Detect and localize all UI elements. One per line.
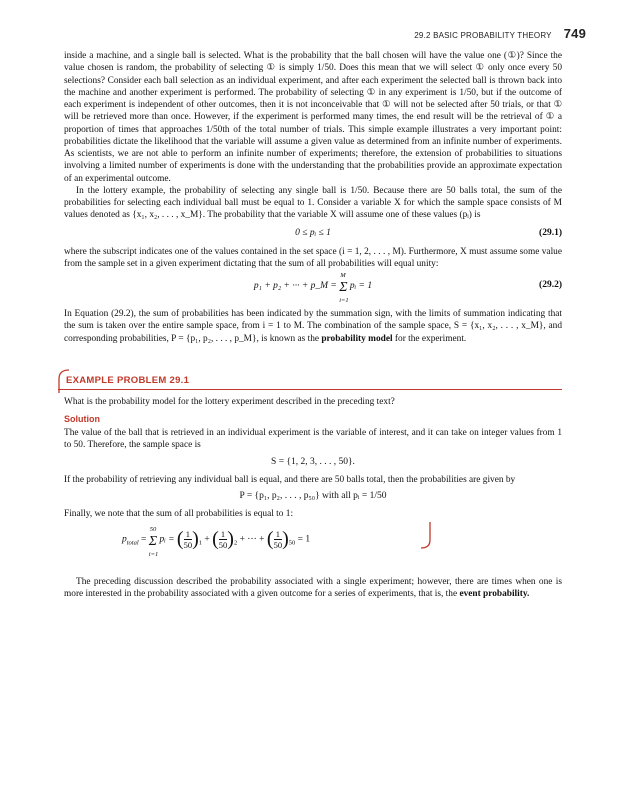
paragraph-2: In the lottery example, the probability of selecting any single ball is 1/50. Because there are 50 balls total, the sum of the probabilities for selecting each individual ball must be equal to 1. Consider a variable X for which the sample space consists of M values denoted as {x₁, x₂, . . . , x_M}. The probability that the variable X will assume one of these values (pᵢ) is — [64, 185, 562, 221]
plus-1: + — [204, 534, 210, 545]
paragraph-4-text-a: In Equation (29.2), the sum of probabilities has been indicated by the summation sign, with the limits of summation indicating that the sum is taken over the entire sample space, from i = 1 to M. The combination of the sample space, S = {x₁, x₂, . . . , x_M}, and corresponding probabilities, P = {p₁, p₂, . . . , p_M}, is known as the — [64, 309, 562, 344]
equation-29-1-expr: 0 ≤ pᵢ ≤ 1 — [295, 227, 331, 238]
example-problem — [64, 375, 562, 566]
term-event-probability: event probability. — [459, 589, 530, 600]
plus-dots: + ··· + — [239, 534, 265, 545]
total-probability-expr: $p_{total} = \Sigma$ 50 i=1 pᵢ = ( $\frac{1}{50}$ )$_1$ + ( $\frac{1}{50}$ )$_2$ + ··· + ( $\frac{1}{50}$ )$_{50} = 1$ — [122, 525, 311, 558]
fraction-1-sub: 1 — [198, 539, 202, 547]
example-corner-mark — [58, 369, 70, 393]
paragraph-3: where the subscript indicates one of the values contained in the set space (i = 1, 2, . . . , M). Furthermore, X must assume some value from the sample set in a given experiment dictating that the sum of all probabilities will equal unity: — [64, 246, 562, 269]
total-sum-upper: 50 — [149, 525, 157, 533]
eq2-sum-upper: M — [340, 272, 346, 279]
fraction-2-sub: 2 — [233, 539, 238, 547]
total-sum-lower: i=1 — [148, 550, 159, 558]
fraction-3-num: 1 — [274, 529, 283, 540]
eq2-sum-lower: i=1 — [339, 297, 349, 304]
eq-total-lhs: p — [122, 534, 127, 545]
fraction-3 — [274, 529, 283, 550]
equation-29-2-expr — [64, 272, 562, 304]
solution-paragraph-2: If the probability of retrieving any individual ball is equal, and there are 50 balls total, then the probabilities are given by — [64, 474, 516, 485]
paragraph-4 — [64, 308, 562, 345]
example-title: EXAMPLE PROBLEM 29.1 — [66, 374, 190, 386]
fraction-1-num: 1 — [184, 529, 193, 540]
total-summation-sign: Σ 50 i=1 — [148, 525, 159, 558]
sample-space-expr: S = {1, 2, 3, . . . , 50}. — [271, 456, 355, 467]
equation-sample-space — [64, 452, 562, 474]
paragraph-5-text: The preceding discussion described the probability associated with a single experiment; however, there are times when one is more interested in the probability associated with a given outcome for a series of experiments, that is, the — [64, 577, 562, 600]
example-question: What is the probability model for the lottery experiment described in the preceding text? — [64, 396, 395, 407]
term-probability-model: probability model — [321, 333, 393, 344]
equation-total-probability — [64, 520, 562, 566]
equation-29-2-number: (29.2) — [539, 280, 562, 290]
eq2-lhs: p₁ + p₂ + ··· + p_M = — [253, 281, 337, 291]
equation-29-2 — [64, 270, 562, 304]
chapter-title: 29.2 BASIC PROBABILITY THEORY — [414, 31, 552, 40]
paragraph-4-text-b: for the experiment. — [392, 333, 467, 344]
fraction-2 — [219, 529, 228, 550]
page-body — [64, 50, 562, 601]
probabilities-expr: P = {p₁, p₂, . . . , p₅₀} with all pᵢ = 1/50 — [239, 490, 387, 501]
running-header — [414, 26, 586, 41]
fraction-3-den: 50 — [273, 540, 283, 550]
example-rule — [58, 389, 562, 390]
total-result: = 1 — [297, 534, 311, 545]
fraction-1 — [184, 529, 193, 550]
paragraph-5 — [64, 576, 562, 601]
solution-paragraph-3: Finally, we note that the sum of all probabilities is equal to 1: — [64, 508, 294, 519]
equation-probabilities — [64, 486, 562, 508]
solution-paragraph-1: The value of the ball that is retrieved in an individual experiment is the variable of interest, and it can take on integer values from 1 to 50. Therefore, the sample space is — [64, 428, 562, 451]
equation-29-1 — [64, 222, 562, 246]
equation-29-1-number: (29.1) — [539, 227, 562, 238]
fraction-2-num: 1 — [219, 529, 228, 540]
example-end-mark — [420, 522, 432, 550]
eq2-rhs: pᵢ = 1 — [349, 281, 373, 291]
paragraph-1: inside a machine, and a single ball is selected. What is the probability that the ball chosen will have the value one (①)? Since the value chosen is random, the probability of selecting ① is simply 1/50. Does this mean that we will select ① only once every 50 selections? Consider each ball selection as an individual experiment, and after each experiment the selected ball is thrown back into the machine and another experiment is performed. The probability of selecting ① in any experiment is 1/50, but if the outcome of each experiment is independent of other outcomes, then it is not inconceivable that ① will not be selected after 50 trials, or that ① will be retrieved more than once. However, if the experiment is performed many times, the end result will be the retrieval of ① a proportion of times that approaches 1/50th of the total number of trials. This simple example illustrates a very important point: probabilities dictate the likelihood that the variable will assume a given value as determined from an infinite number of experiments. As scientists, we are not able to perform an infinite number of experiments; therefore, the extension of probabilities to situations involving a limited number of experiments is done with the understanding that the probabilities provide an approximate expectation of an experimental outcome. — [64, 51, 562, 184]
eq-total-lhs-sub: total — [126, 539, 139, 547]
fraction-1-den: 50 — [183, 540, 193, 550]
fraction-2-den: 50 — [218, 540, 228, 550]
page-number: 749 — [563, 26, 586, 41]
solution-label: Solution — [64, 414, 100, 424]
summation-sign: Σ M i=1 — [339, 272, 349, 304]
fraction-3-sub: 50 — [288, 539, 296, 547]
total-p-i: pᵢ = — [159, 534, 175, 545]
